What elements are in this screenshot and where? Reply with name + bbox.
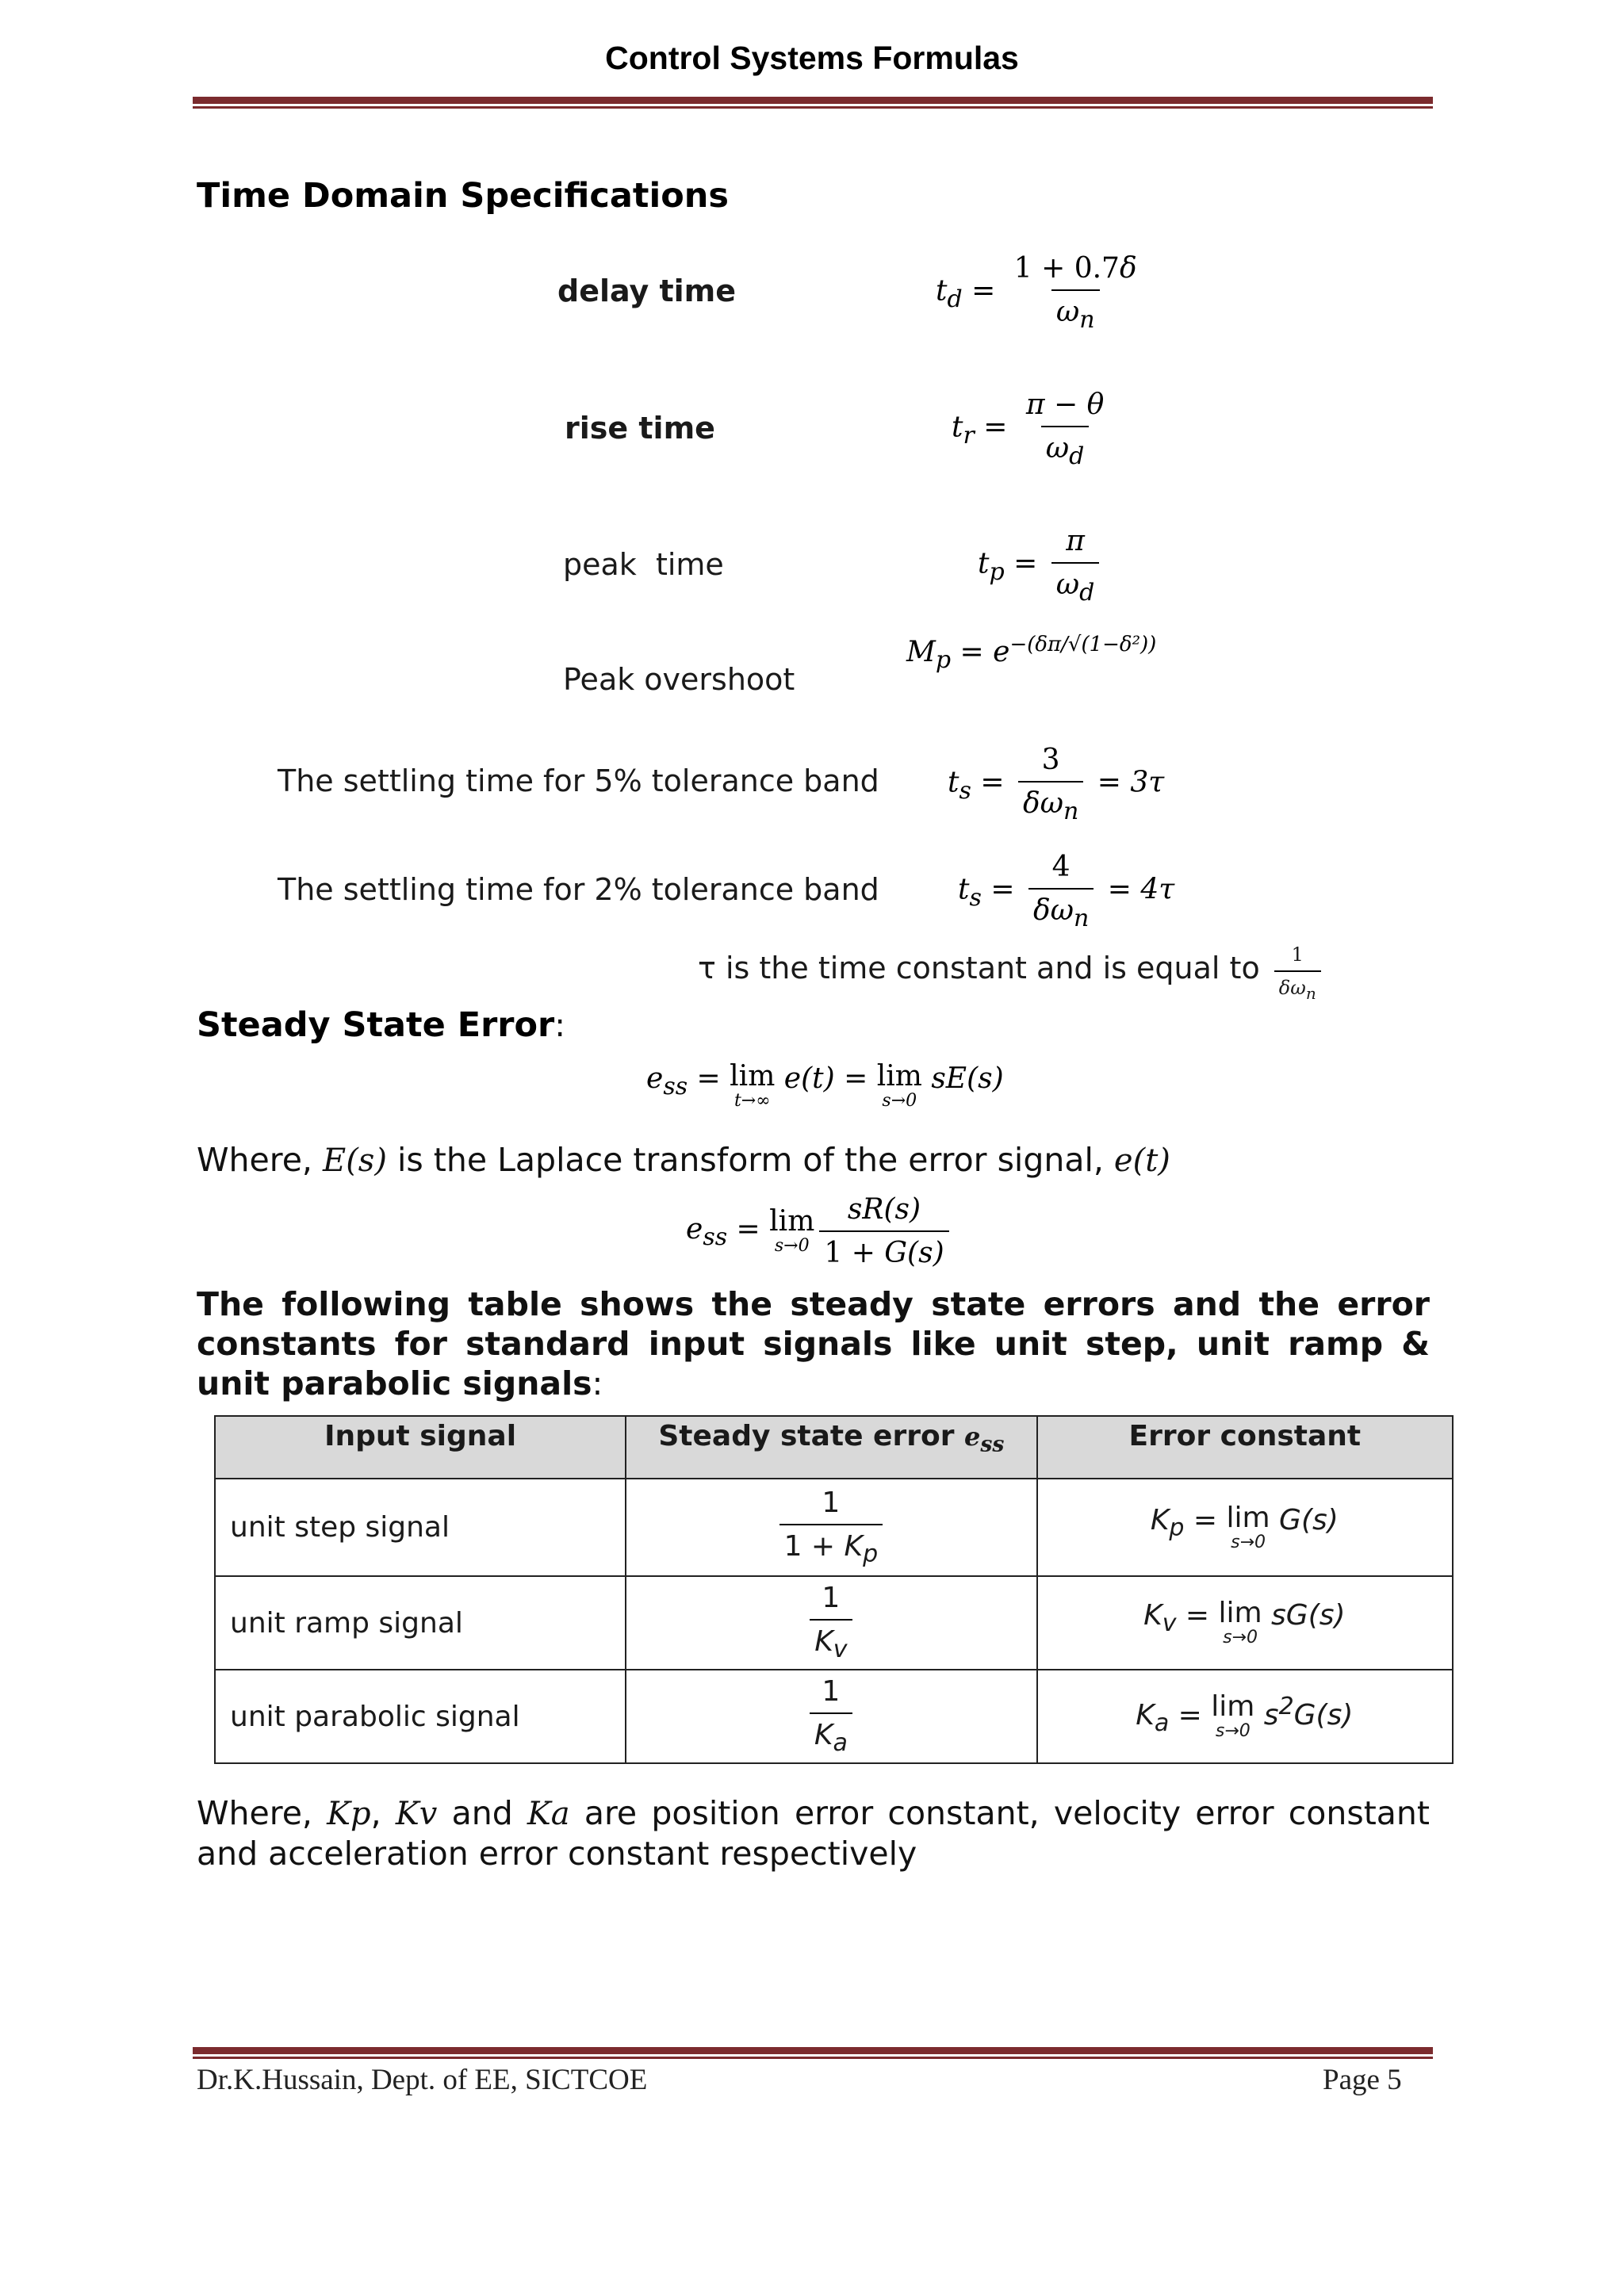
label-rise-time: rise time [565, 411, 715, 446]
header-rule-thin [193, 106, 1433, 109]
cell-signal: unit step signal [215, 1479, 626, 1576]
footer-author: Dr.K.Hussain, Dept. of EE, SICTCOE [197, 2064, 648, 2096]
table-header-row [215, 1416, 1453, 1479]
page-header-title: Control Systems Formulas [605, 40, 1019, 76]
formula-settling-5: $t_s$ = $\frac{3}{\delta\omega_n}$ = 3τ [948, 744, 1165, 826]
table-intro-text: The following table shows the steady state errors and the error constants for standard input signals like unit step, unit ramp & unit parabolic signals: [197, 1285, 1430, 1402]
tau-note: τ is the time constant and is equal to $\frac{1}{\delta\omega_n}$ [698, 943, 1326, 1003]
header-rule [193, 97, 1433, 104]
cell-error-step: $\frac{1}{1 + K_p}$ [626, 1479, 1037, 1576]
label-settling-2: The settling time for 2% tolerance band [278, 872, 879, 907]
cell-error-parabolic: $\frac{1}{K_a}$ [626, 1670, 1037, 1763]
footer-rule-thin [193, 2057, 1433, 2059]
header-steady-state-error: Steady state error $e_{ss}$ [626, 1416, 1037, 1479]
label-peak-overshoot: Peak overshoot [563, 662, 795, 697]
formula-peak-time: $t_p$ = $\frac{\pi}{\omega_d}$ [978, 525, 1104, 607]
footer-page-number: Page 5 [1323, 2064, 1402, 2096]
formula-ess-final: $e_{ss}$ = lim s→0 $\frac{sR(s)}{1 + G(s)}$ [686, 1193, 954, 1269]
footer-rule [193, 2047, 1433, 2054]
section-title-time-domain: Time Domain Specifications [197, 176, 729, 216]
label-peak-time: peak time [563, 547, 724, 582]
cell-constant-ka: $K_a$ = lim s→0 $s^2G(s)$ [1037, 1670, 1453, 1763]
formula-ess-limit: $e_{ss}$ = lim t→∞ e(t) = lim s→0 sE(s) [646, 1060, 1004, 1111]
cell-signal: unit parabolic signal [215, 1670, 626, 1763]
label-settling-5: The settling time for 5% tolerance band [278, 763, 879, 798]
where-laplace-text: Where, E(s) is the Laplace transform of the error signal, e(t) [197, 1141, 1170, 1179]
table-row [215, 1576, 1453, 1670]
cell-constant-kv: $K_v$ = lim s→0 sG(s) [1037, 1576, 1453, 1670]
table-row [215, 1479, 1453, 1576]
table-row [215, 1670, 1453, 1763]
cell-signal: unit ramp signal [215, 1576, 626, 1670]
formula-rise-time: $t_r$ = $\frac{\pi - \theta}{\omega_d}$ [952, 388, 1105, 471]
header-error-constant: Error constant [1037, 1416, 1453, 1479]
error-constants-table [214, 1415, 1454, 1764]
header-input-signal: Input signal [215, 1416, 626, 1479]
closing-text: Where, Kp, Kv and Ka are position error constant, velocity error constant and acceleration error constant respectively [197, 1794, 1430, 1873]
formula-delay-time: $t_d$ = $\frac{1 + 0.7\delta}{\omega_n}$ [936, 252, 1137, 335]
formula-settling-2: $t_s$ = $\frac{4}{\delta\omega_n}$ = 4τ [958, 851, 1175, 933]
formula-peak-overshoot: $M_p = e^{-(\delta\pi/√(1-\delta^2))}$ [906, 633, 1157, 675]
cell-error-ramp: $\frac{1}{K_v}$ [626, 1576, 1037, 1670]
label-delay-time: delay time [557, 274, 737, 308]
cell-constant-kp: $K_p$ = lim s→0 G(s) [1037, 1479, 1453, 1576]
section-title-steady-state: Steady State Error: [197, 1005, 566, 1045]
